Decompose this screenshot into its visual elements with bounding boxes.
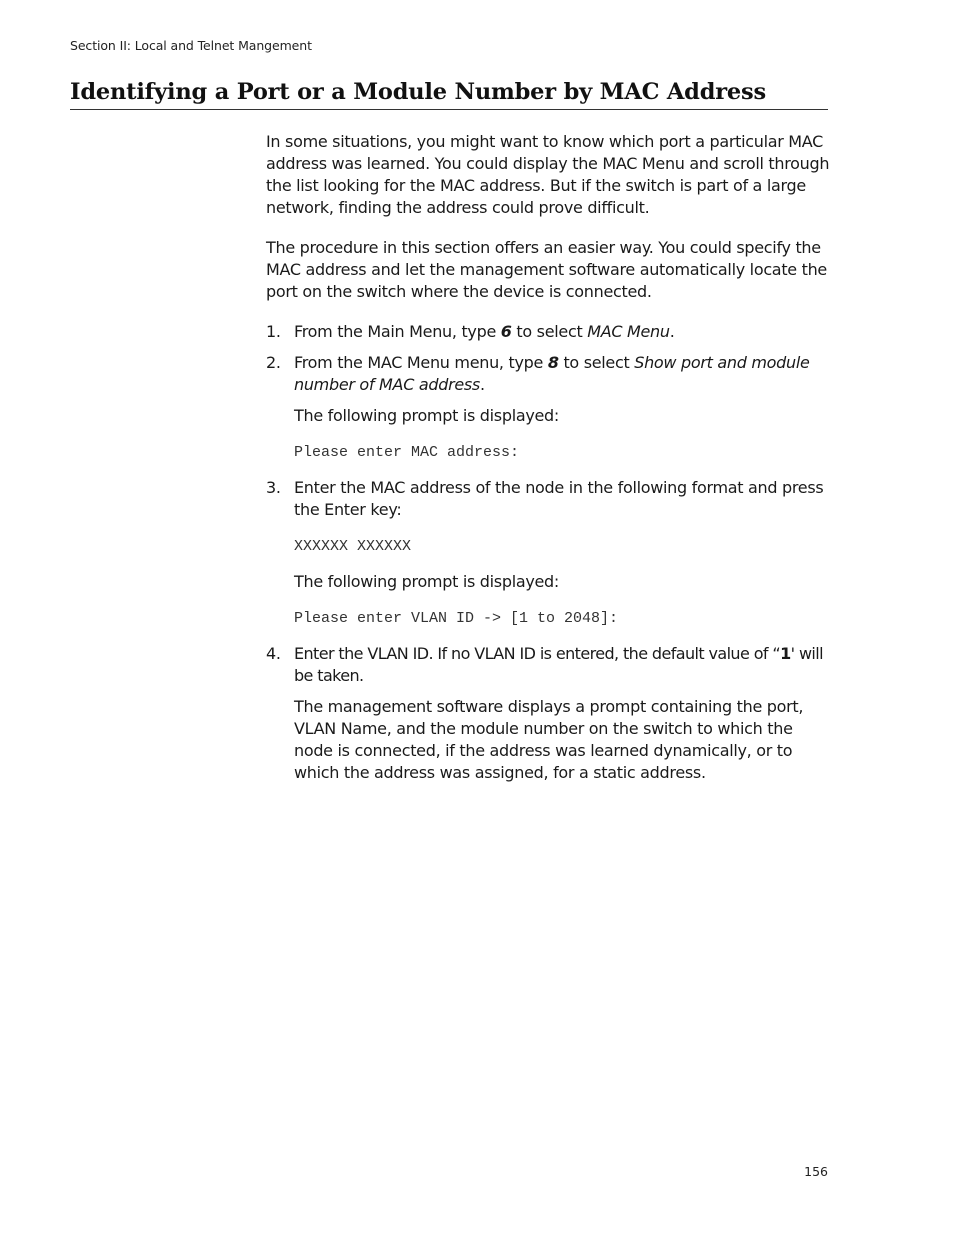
step-number: 3. xyxy=(266,478,281,497)
step-1 xyxy=(266,321,832,343)
default-value: 1 xyxy=(780,644,791,663)
intro-paragraph: The procedure in this section offers an easier way. You could specify the MAC address and let the management software automatically locate the port on the switch where the device is connected. xyxy=(266,238,827,301)
step-text-part: . xyxy=(479,375,485,394)
step-text xyxy=(294,352,832,396)
step-3 xyxy=(266,477,832,629)
intro-paragraph: In some situations, you might want to know which port a particular MAC address was learned. You could display the MAC Menu and scroll through the list looking for the MAC address. But if the switch is part of a large network, finding the address could prove difficult. xyxy=(266,132,830,217)
code-format: XXXXXX XXXXXX xyxy=(294,538,412,555)
step-text xyxy=(294,321,832,343)
step-number: 4. xyxy=(266,644,281,663)
step-note: The following prompt is displayed: xyxy=(294,406,560,425)
step-text-part: From the MAC Menu menu, type xyxy=(294,353,548,372)
section-header: Section II: Local and Telnet Mangement xyxy=(70,38,312,53)
menu-key: 8 xyxy=(547,353,559,372)
page-title: Identifying a Port or a Module Number by MAC Address xyxy=(70,77,828,110)
step-2 xyxy=(266,352,832,463)
step-number: 2. xyxy=(266,353,281,372)
procedure-steps xyxy=(266,321,832,784)
step-text-part: From the Main Menu, type xyxy=(294,322,501,341)
step-note: The following prompt is displayed: xyxy=(294,572,560,591)
step-4 xyxy=(266,643,832,784)
step-text-part: to select xyxy=(511,322,588,341)
step-text-part: ' will be taken. xyxy=(294,644,823,685)
code-prompt: Please enter MAC address: xyxy=(294,444,520,461)
step-text xyxy=(294,643,832,687)
step-text: Enter the MAC address of the node in the following format and press the Enter key: xyxy=(294,478,824,519)
page-number: 156 xyxy=(804,1164,828,1179)
step-text-part: to select xyxy=(558,353,635,372)
code-prompt: Please enter VLAN ID -> [1 to 2048]: xyxy=(294,610,619,627)
menu-key: 6 xyxy=(500,322,512,341)
menu-target: MAC Menu xyxy=(587,322,670,341)
step-text-part: . xyxy=(669,322,675,341)
step-number: 1. xyxy=(266,322,281,341)
step-text-part: Enter the VLAN ID. If no VLAN ID is entered, the default value of “ xyxy=(294,644,781,663)
menu-target: Show port and module number of MAC address xyxy=(294,353,810,394)
step-note: The management software displays a prompt containing the port, VLAN Name, and the module number on the switch to which the node is connected, if the address was learned dynamically, or to which the address was assigned, for a static address. xyxy=(294,697,804,782)
body-content xyxy=(266,131,832,793)
